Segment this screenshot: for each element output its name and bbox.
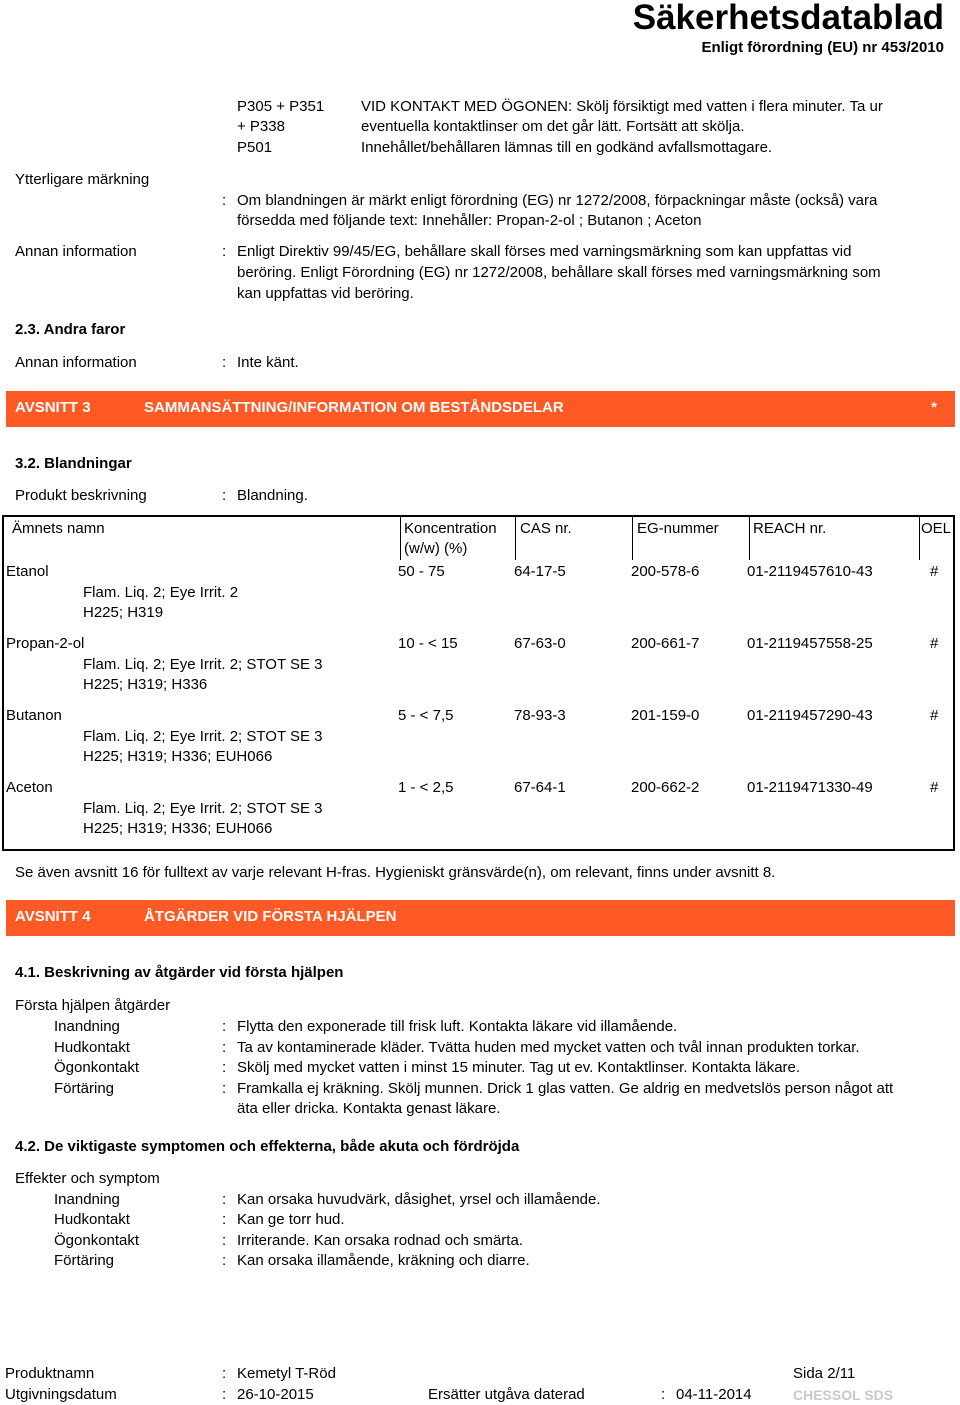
effect-value: Kan orsaka illamående, kräkning och diarre. (237, 1252, 530, 1269)
effect-value: Kan orsaka huvudvärk, dåsighet, yrsel och illamående. (237, 1191, 601, 1208)
column-divider (400, 517, 401, 560)
effect-value: Irriterande. Kan orsaka rodnad och smärta. (237, 1232, 523, 1249)
substance-reach: 01-2119457558-25 (747, 635, 873, 652)
section-3-bar (6, 391, 955, 427)
colon: : (222, 1191, 227, 1208)
p-code: P501 (237, 139, 273, 156)
substance-h-statements: H225; H319 (83, 604, 164, 621)
substance-classification: Flam. Liq. 2; Eye Irrit. 2; STOT SE 3 (83, 656, 323, 673)
substance-h-statements: H225; H319; H336; EUH066 (83, 820, 273, 837)
substance-ec: 201-159-0 (631, 707, 700, 724)
p-text: Innehållet/behållaren lämnas till en godkänd avfallsmottagare. (361, 139, 773, 156)
first-aid-measure: Skölj med mycket vatten i minst 15 minuter. Tag ut ev. Kontaktlinser. Kontakta läkare. (237, 1059, 801, 1076)
colon: : (222, 1211, 227, 1228)
composition-table (2, 515, 955, 851)
footer-issue-value: 26-10-2015 (237, 1386, 314, 1403)
substance-reach: 01-2119471330-49 (747, 779, 873, 796)
substance-name: Etanol (6, 563, 49, 580)
effect-route: Inandning (54, 1191, 120, 1208)
p-code: + P338 (237, 118, 285, 135)
section-number: AVSNITT 4 (15, 908, 91, 925)
column-divider (919, 517, 920, 560)
substance-name: Butanon (6, 707, 62, 724)
other-hazards-value: Inte känt. (237, 354, 299, 371)
extra-labelling-text: Om blandningen är märkt enligt förordning (EG) nr 1272/2008, förpackningar måste (också) vara (237, 192, 878, 209)
colon: : (222, 1365, 227, 1382)
column-divider (515, 517, 516, 560)
substance-reach: 01-2119457610-43 (747, 563, 873, 580)
effects-label: Effekter och symptom (15, 1170, 160, 1187)
section-4-bar (6, 900, 955, 936)
colon: : (222, 192, 227, 209)
first-aid-route: Hudkontakt (54, 1039, 130, 1056)
page-number: Sida 2/11 (793, 1365, 856, 1382)
substance-oel: # (930, 779, 939, 796)
substance-concentration: 50 - 75 (398, 563, 445, 580)
substance-oel: # (930, 635, 939, 652)
substance-h-statements: H225; H319; H336; EUH066 (83, 748, 273, 765)
document-subtitle: Enligt förordning (EU) nr 453/2010 (701, 39, 944, 56)
header-reach: REACH nr. (753, 520, 827, 537)
revision-star: * (931, 399, 937, 416)
first-aid-measure: Ta av kontaminerade kläder. Tvätta huden med mycket vatten och tvål innan produkten torkar. (237, 1039, 860, 1056)
section-title: ÅTGÄRDER VID FÖRSTA HJÄLPEN (144, 908, 397, 925)
effect-value: Kan ge torr hud. (237, 1211, 345, 1228)
header-concentration-unit: (w/w) (%) (404, 540, 468, 557)
substance-oel: # (930, 563, 939, 580)
heading-4-2: 4.2. De viktigaste symptomen och effekterna, både akuta och fördröjda (15, 1138, 520, 1155)
extra-labelling-label: Ytterligare märkning (15, 171, 150, 188)
section-title: SAMMANSÄTTNING/INFORMATION OM BESTÅNDSDELAR (144, 399, 564, 416)
substance-classification: Flam. Liq. 2; Eye Irrit. 2; STOT SE 3 (83, 728, 323, 745)
effect-route: Ögonkontakt (54, 1232, 140, 1249)
colon: : (222, 1080, 227, 1097)
effect-route: Hudkontakt (54, 1211, 130, 1228)
substance-classification: Flam. Liq. 2; Eye Irrit. 2 (83, 584, 239, 601)
effect-route: Förtäring (54, 1252, 115, 1269)
first-aid-route: Förtäring (54, 1080, 115, 1097)
first-aid-measure: äta eller dricka. Kontakta genast läkare. (237, 1100, 501, 1117)
other-info-label: Annan information (15, 243, 137, 260)
substance-concentration: 1 - < 2,5 (398, 779, 454, 796)
header-name: Ämnets namn (12, 520, 105, 537)
header-oel: OEL (921, 520, 952, 537)
substance-classification: Flam. Liq. 2; Eye Irrit. 2; STOT SE 3 (83, 800, 323, 817)
colon: : (222, 487, 227, 504)
footer-replaces-value: 04-11-2014 (676, 1386, 752, 1403)
footer-issue-label: Utgivningsdatum (5, 1386, 117, 1403)
substance-ec: 200-662-2 (631, 779, 700, 796)
substance-oel: # (930, 707, 939, 724)
header-cas: CAS nr. (520, 520, 572, 537)
other-info-text: Enligt Direktiv 99/45/EG, behållare skall förses med varningsmärkning som kan uppfattas vid (237, 243, 852, 260)
heading-4-1: 4.1. Beskrivning av åtgärder vid första hjälpen (15, 964, 344, 981)
substance-reach: 01-2119457290-43 (747, 707, 873, 724)
header-concentration: Koncentration (404, 520, 497, 537)
other-info-text: beröring. Enligt Förordning (EG) nr 1272/2008, behållare skall förses med varningsmärkning som (237, 264, 881, 281)
substance-ec: 200-578-6 (631, 563, 700, 580)
p-text: VID KONTAKT MED ÖGONEN: Skölj försiktigt med vatten i flera minuter. Ta ur (361, 98, 883, 115)
colon: : (222, 1039, 227, 1056)
column-divider (749, 517, 750, 560)
substance-name: Propan-2-ol (6, 635, 85, 652)
footer-product-label: Produktnamn (5, 1365, 95, 1382)
substance-cas: 64-17-5 (514, 563, 566, 580)
heading-3-2: 3.2. Blandningar (15, 455, 132, 472)
substance-cas: 67-64-1 (514, 779, 566, 796)
footer-replaces-label: Ersätter utgåva daterad (428, 1386, 585, 1403)
other-hazards-label: Annan information (15, 354, 137, 371)
substance-cas: 78-93-3 (514, 707, 566, 724)
footer-product-value: Kemetyl T-Röd (237, 1365, 336, 1382)
substance-concentration: 10 - < 15 (398, 635, 458, 652)
other-info-text: kan uppfattas vid beröring. (237, 285, 414, 302)
substance-h-statements: H225; H319; H336 (83, 676, 208, 693)
colon: : (222, 1252, 227, 1269)
first-aid-route: Inandning (54, 1018, 120, 1035)
extra-labelling-text: försedda med följande text: Innehåller: Propan-2-ol ; Butanon ; Aceton (237, 212, 702, 229)
colon: : (222, 1386, 227, 1403)
p-text: eventuella kontaktlinser om det går lätt. Fortsätt att skölja. (361, 118, 745, 135)
substance-name: Aceton (6, 779, 53, 796)
section-number: AVSNITT 3 (15, 399, 91, 416)
colon: : (222, 354, 227, 371)
first-aid-label: Första hjälpen åtgärder (15, 997, 171, 1014)
colon: : (222, 1018, 227, 1035)
heading-2-3: 2.3. Andra faror (15, 321, 126, 338)
column-divider (632, 517, 633, 560)
product-description-label: Produkt beskrivning (15, 487, 147, 504)
substance-concentration: 5 - < 7,5 (398, 707, 454, 724)
p-code: P305 + P351 (237, 98, 325, 115)
substance-ec: 200-661-7 (631, 635, 700, 652)
first-aid-measure: Framkalla ej kräkning. Skölj munnen. Drick 1 glas vatten. Ge aldrig en medvetslös person något att (237, 1080, 894, 1097)
colon: : (222, 1232, 227, 1249)
first-aid-route: Ögonkontakt (54, 1059, 140, 1076)
substance-cas: 67-63-0 (514, 635, 566, 652)
h-phrase-note: Se även avsnitt 16 för fulltext av varje relevant H-fras. Hygieniskt gränsvärde(n), om relevant, finns under avsnitt 8. (15, 864, 776, 881)
colon: : (661, 1386, 666, 1403)
document-title: Säkerhetsdatablad (632, 0, 944, 37)
header-ec: EG-nummer (637, 520, 719, 537)
brand-logo-text: CHESSOL SDS (793, 1387, 894, 1403)
colon: : (222, 243, 227, 260)
product-description-value: Blandning. (237, 487, 308, 504)
colon: : (222, 1059, 227, 1076)
first-aid-measure: Flytta den exponerade till frisk luft. Kontakta läkare vid illamående. (237, 1018, 678, 1035)
